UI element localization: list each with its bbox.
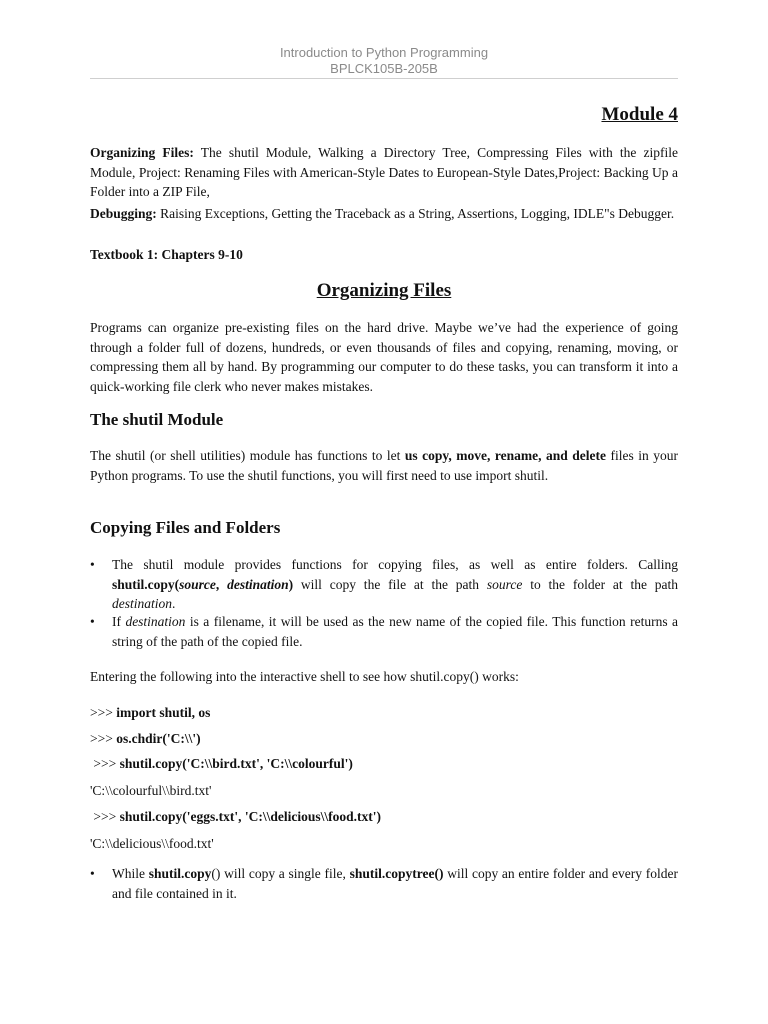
header-course-title: Introduction to Python Programming (279, 45, 489, 60)
copy-heading: Copying Files and Folders (90, 518, 281, 537)
syllabus-organizing (90, 143, 678, 202)
debugging-text: Raising Exceptions, Getting the Traceback as a String, Assertions, Logging, IDLE"s Debugger. (156, 206, 675, 221)
code-output-1: 'C:\\colourful\\bird.txt' (90, 783, 212, 798)
shell-intro: Entering the following into the interactive shell to see how shutil.copy() works: (90, 669, 519, 684)
header-divider (90, 78, 678, 79)
module-title: Module 4 (601, 104, 678, 125)
organizing-label: Organizing Files: (90, 145, 194, 160)
shutil-heading: The shutil Module (90, 410, 224, 429)
bullet-destination: • If destination is a filename, it will be used as the new name of the copied file. This function returns a string of the path of the copied file. (90, 614, 678, 649)
header-course-code: BPLCK105B-205B (330, 61, 438, 76)
bullet-dot: • (90, 614, 95, 629)
bullet-copytree: • While shutil.copy() will copy a single file, shutil.copytree() will copy an entire folder and every folder and file contained in it. (90, 866, 678, 901)
debugging-label: Debugging: (90, 206, 157, 221)
organizing-text: The shutil Module, Walking a Directory Tree, Compressing Files with the zipfile Module, Project: Renaming Files with American-Style Dates to European-Style Dates,Project: Backing Up a Folder into a ZIP File, (90, 145, 678, 199)
shutil-paragraph: The shutil (or shell utilities) module has functions to let us copy, move, rename, and delete files in your Python programs. To use the shutil functions, you will first need to use import shutil. (90, 448, 678, 483)
code-line-4: >>> shutil.copy('eggs.txt', 'C:\\delicious\\food.txt') (90, 809, 381, 824)
intro-paragraph: Programs can organize pre-existing files on the hard drive. Maybe we’ve had the experience of going through a folder full of dozens, hundreds, or even thousands of files and copying, renaming, moving, or compressing them all by hand. By programming our computer to do these tasks, you can transform it into a quick-working file clerk who never makes mistakes. (90, 320, 678, 394)
bullet-shutil-copy: • The shutil module provides functions for copying files, as well as entire folders. Calling shutil.copy(source, destination) will copy the file at the path source to the folder at the path destination. (90, 557, 678, 611)
bullet-dot: • (90, 557, 95, 572)
syllabus-debugging (90, 204, 678, 224)
code-line-3: >>> shutil.copy('C:\\bird.txt', 'C:\\colourful') (90, 756, 353, 771)
section-title: Organizing Files (316, 280, 452, 301)
bullet-dot: • (90, 866, 95, 881)
code-line-1: >>> import shutil, os (90, 705, 211, 720)
textbook-reference: Textbook 1: Chapters 9-10 (90, 247, 243, 262)
code-output-2: 'C:\\delicious\\food.txt' (90, 836, 214, 851)
code-line-2: >>> os.chdir('C:\\') (90, 731, 201, 746)
